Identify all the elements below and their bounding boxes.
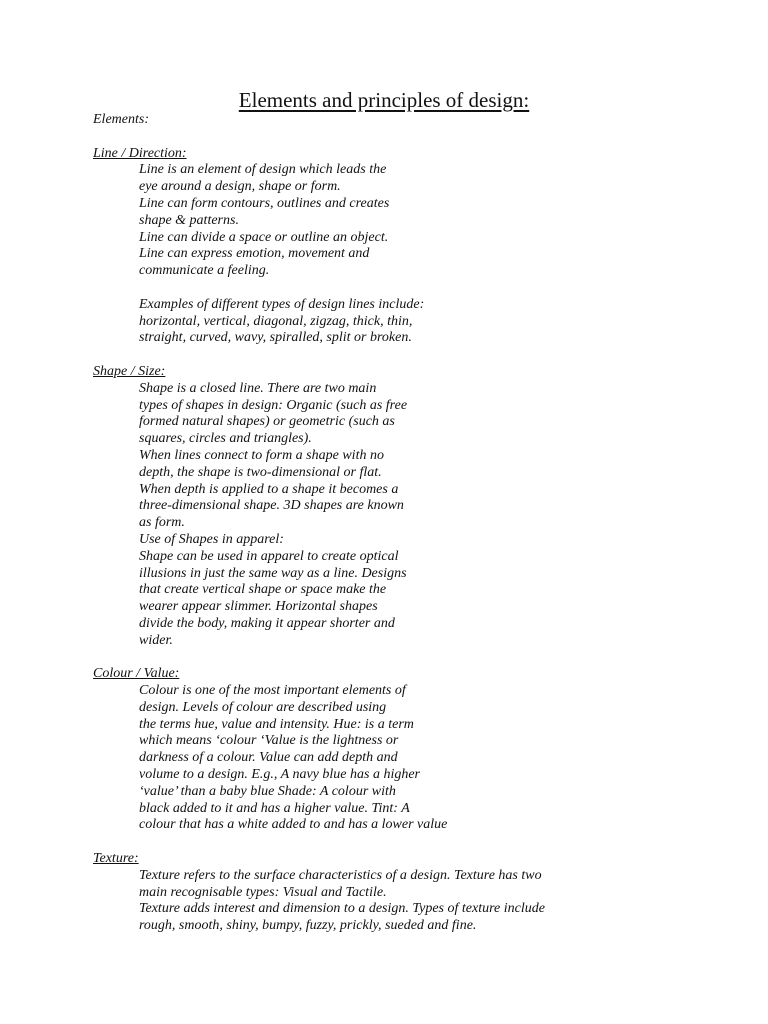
body-line: Texture adds interest and dimension to a design. Types of texture include — [139, 901, 545, 917]
body-line: formed natural shapes) or geometric (such as — [139, 414, 395, 430]
body-line: Examples of different types of design lines include: — [139, 296, 425, 312]
body-line: three-dimensional shape. 3D shapes are known — [139, 498, 404, 514]
spacer — [93, 129, 713, 146]
body-line: as form. — [139, 515, 185, 531]
body-line: When depth is applied to a shape it becomes a — [139, 481, 399, 497]
section-body — [139, 868, 713, 935]
body-line: types of shapes in design: Organic (such as free — [139, 397, 408, 413]
section-heading: Colour / Value: — [93, 666, 180, 682]
body-line: Colour is one of the most important elements of — [139, 683, 406, 699]
body-line: colour that has a white added to and has a lower value — [139, 817, 448, 833]
document-title: Elements and principles of design: — [238, 88, 530, 112]
body-line: straight, curved, wavy, spiralled, split or broken. — [139, 330, 412, 346]
spacer — [93, 650, 713, 667]
spacer — [93, 834, 713, 851]
body-line: darkness of a colour. Value can add depth and — [139, 750, 398, 766]
body-line: main recognisable types: Visual and Tactile. — [139, 884, 387, 900]
body-line: that create vertical shape or space make the — [139, 582, 387, 598]
elements-heading: Elements: — [93, 112, 149, 127]
section-body — [139, 162, 713, 347]
section-heading: Shape / Size: — [93, 363, 166, 379]
body-line: black added to it and has a higher value. Tint: A — [139, 800, 410, 816]
body-line: squares, circles and triangles). — [139, 431, 312, 447]
body-line: Shape is a closed line. There are two main — [139, 380, 377, 396]
body-line: Use of Shapes in apparel: — [139, 531, 284, 547]
body-line: Line can form contours, outlines and creates — [139, 195, 390, 211]
body-line: horizontal, vertical, diagonal, zigzag, thick, thin, — [139, 313, 413, 329]
body-line: illusions in just the same way as a line. Designs — [139, 565, 407, 581]
body-line: Texture refers to the surface characteristics of a design. Texture has two — [139, 867, 542, 883]
body-line: Line can divide a space or outline an object. — [139, 229, 389, 245]
body-line: wider. — [139, 632, 173, 648]
body-line: depth, the shape is two-dimensional or flat. — [139, 464, 382, 480]
section-body — [139, 683, 713, 834]
body-line: When lines connect to form a shape with no — [139, 447, 384, 463]
body-line: Shape can be used in apparel to create optical — [139, 548, 399, 564]
sections-container — [93, 146, 713, 935]
body-line: shape & patterns. — [139, 212, 239, 228]
body-line: wearer appear slimmer. Horizontal shapes — [139, 599, 378, 615]
spacer — [139, 280, 713, 297]
body-line: eye around a design, shape or form. — [139, 179, 341, 195]
body-line: Line is an element of design which leads the — [139, 162, 387, 178]
spacer — [93, 347, 713, 364]
body-line: ‘value’ than a baby blue Shade: A colour with — [139, 783, 396, 799]
section-heading: Texture: — [93, 851, 139, 867]
body-line: Line can express emotion, movement and — [139, 246, 370, 262]
document-body — [93, 112, 713, 935]
body-line: divide the body, making it appear shorter and — [139, 615, 395, 631]
body-line: design. Levels of colour are described using — [139, 699, 387, 715]
body-line: which means ‘colour ‘Value is the lightness or — [139, 733, 399, 749]
body-line: rough, smooth, shiny, bumpy, fuzzy, prickly, sueded and fine. — [139, 918, 477, 934]
section-body — [139, 381, 713, 650]
section-heading: Line / Direction: — [93, 145, 187, 161]
body-line: volume to a design. E.g., A navy blue has a higher — [139, 767, 420, 783]
body-line: communicate a feeling. — [139, 263, 270, 279]
body-line: the terms hue, value and intensity. Hue: is a term — [139, 716, 414, 732]
